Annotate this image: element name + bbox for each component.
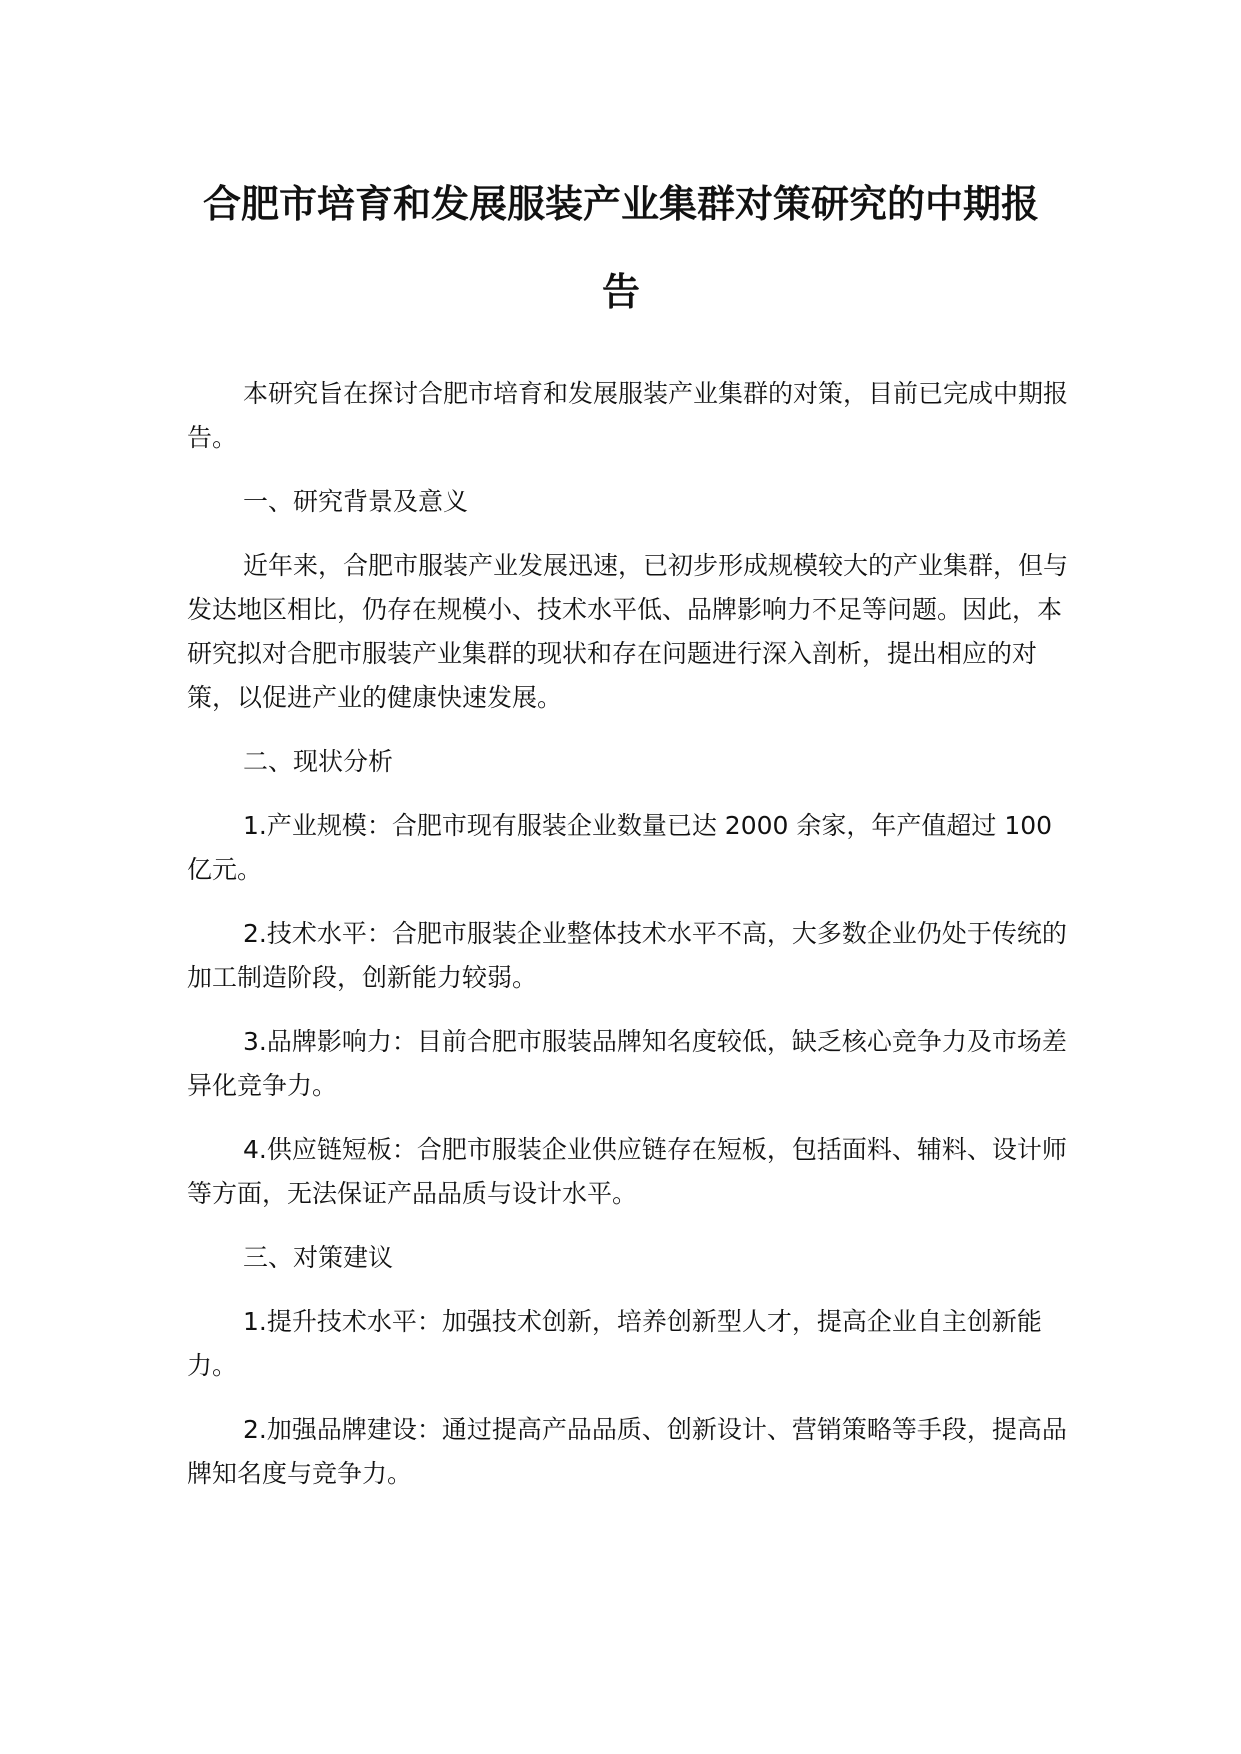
document-body [187,372,1079,1516]
intro-paragraph: 本研究旨在探讨合肥市培育和发展服装产业集群的对策，目前已完成中期报告。 [187,379,1069,452]
status-item-technology: 2.技术水平：合肥市服装企业整体技术水平不高，大多数企业仍处于传统的加工制造阶段，创新能力较弱。 [187,919,1067,992]
status-item-brand: 3.品牌影响力：目前合肥市服装品牌知名度较低，缺乏核心竞争力及市场差异化竞争力。 [187,1027,1067,1100]
section-heading-recommendations: 三、对策建议 [243,1243,394,1272]
recommendation-brand: 2.加强品牌建设：通过提高产品品质、创新设计、营销策略等手段，提高品牌知名度与竞争力。 [187,1415,1067,1488]
status-item-supply-chain: 4.供应链短板：合肥市服装企业供应链存在短板，包括面料、辅料、设计师等方面，无法保证产品品质与设计水平。 [187,1135,1067,1208]
background-paragraph: 近年来，合肥市服装产业发展迅速，已初步形成规模较大的产业集群，但与发达地区相比，仍存在规模小、技术水平低、品牌影响力不足等问题。因此，本研究拟对合肥市服装产业集群的现状和存在问题进行深入剖析，提出相应的对策，以促进产业的健康快速发展。 [187,551,1069,712]
section-heading-status: 二、现状分析 [243,747,394,776]
recommendation-technology: 1.提升技术水平：加强技术创新，培养创新型人才，提高企业自主创新能力。 [187,1307,1042,1380]
section-heading-background: 一、研究背景及意义 [243,487,469,516]
status-item-scale: 1.产业规模：合肥市现有服装企业数量已达 2000 余家，年产值超过 100 亿元。 [187,811,1053,884]
document-title: 合肥市培育和发展服装产业集群对策研究的中期报告 [202,182,1039,314]
